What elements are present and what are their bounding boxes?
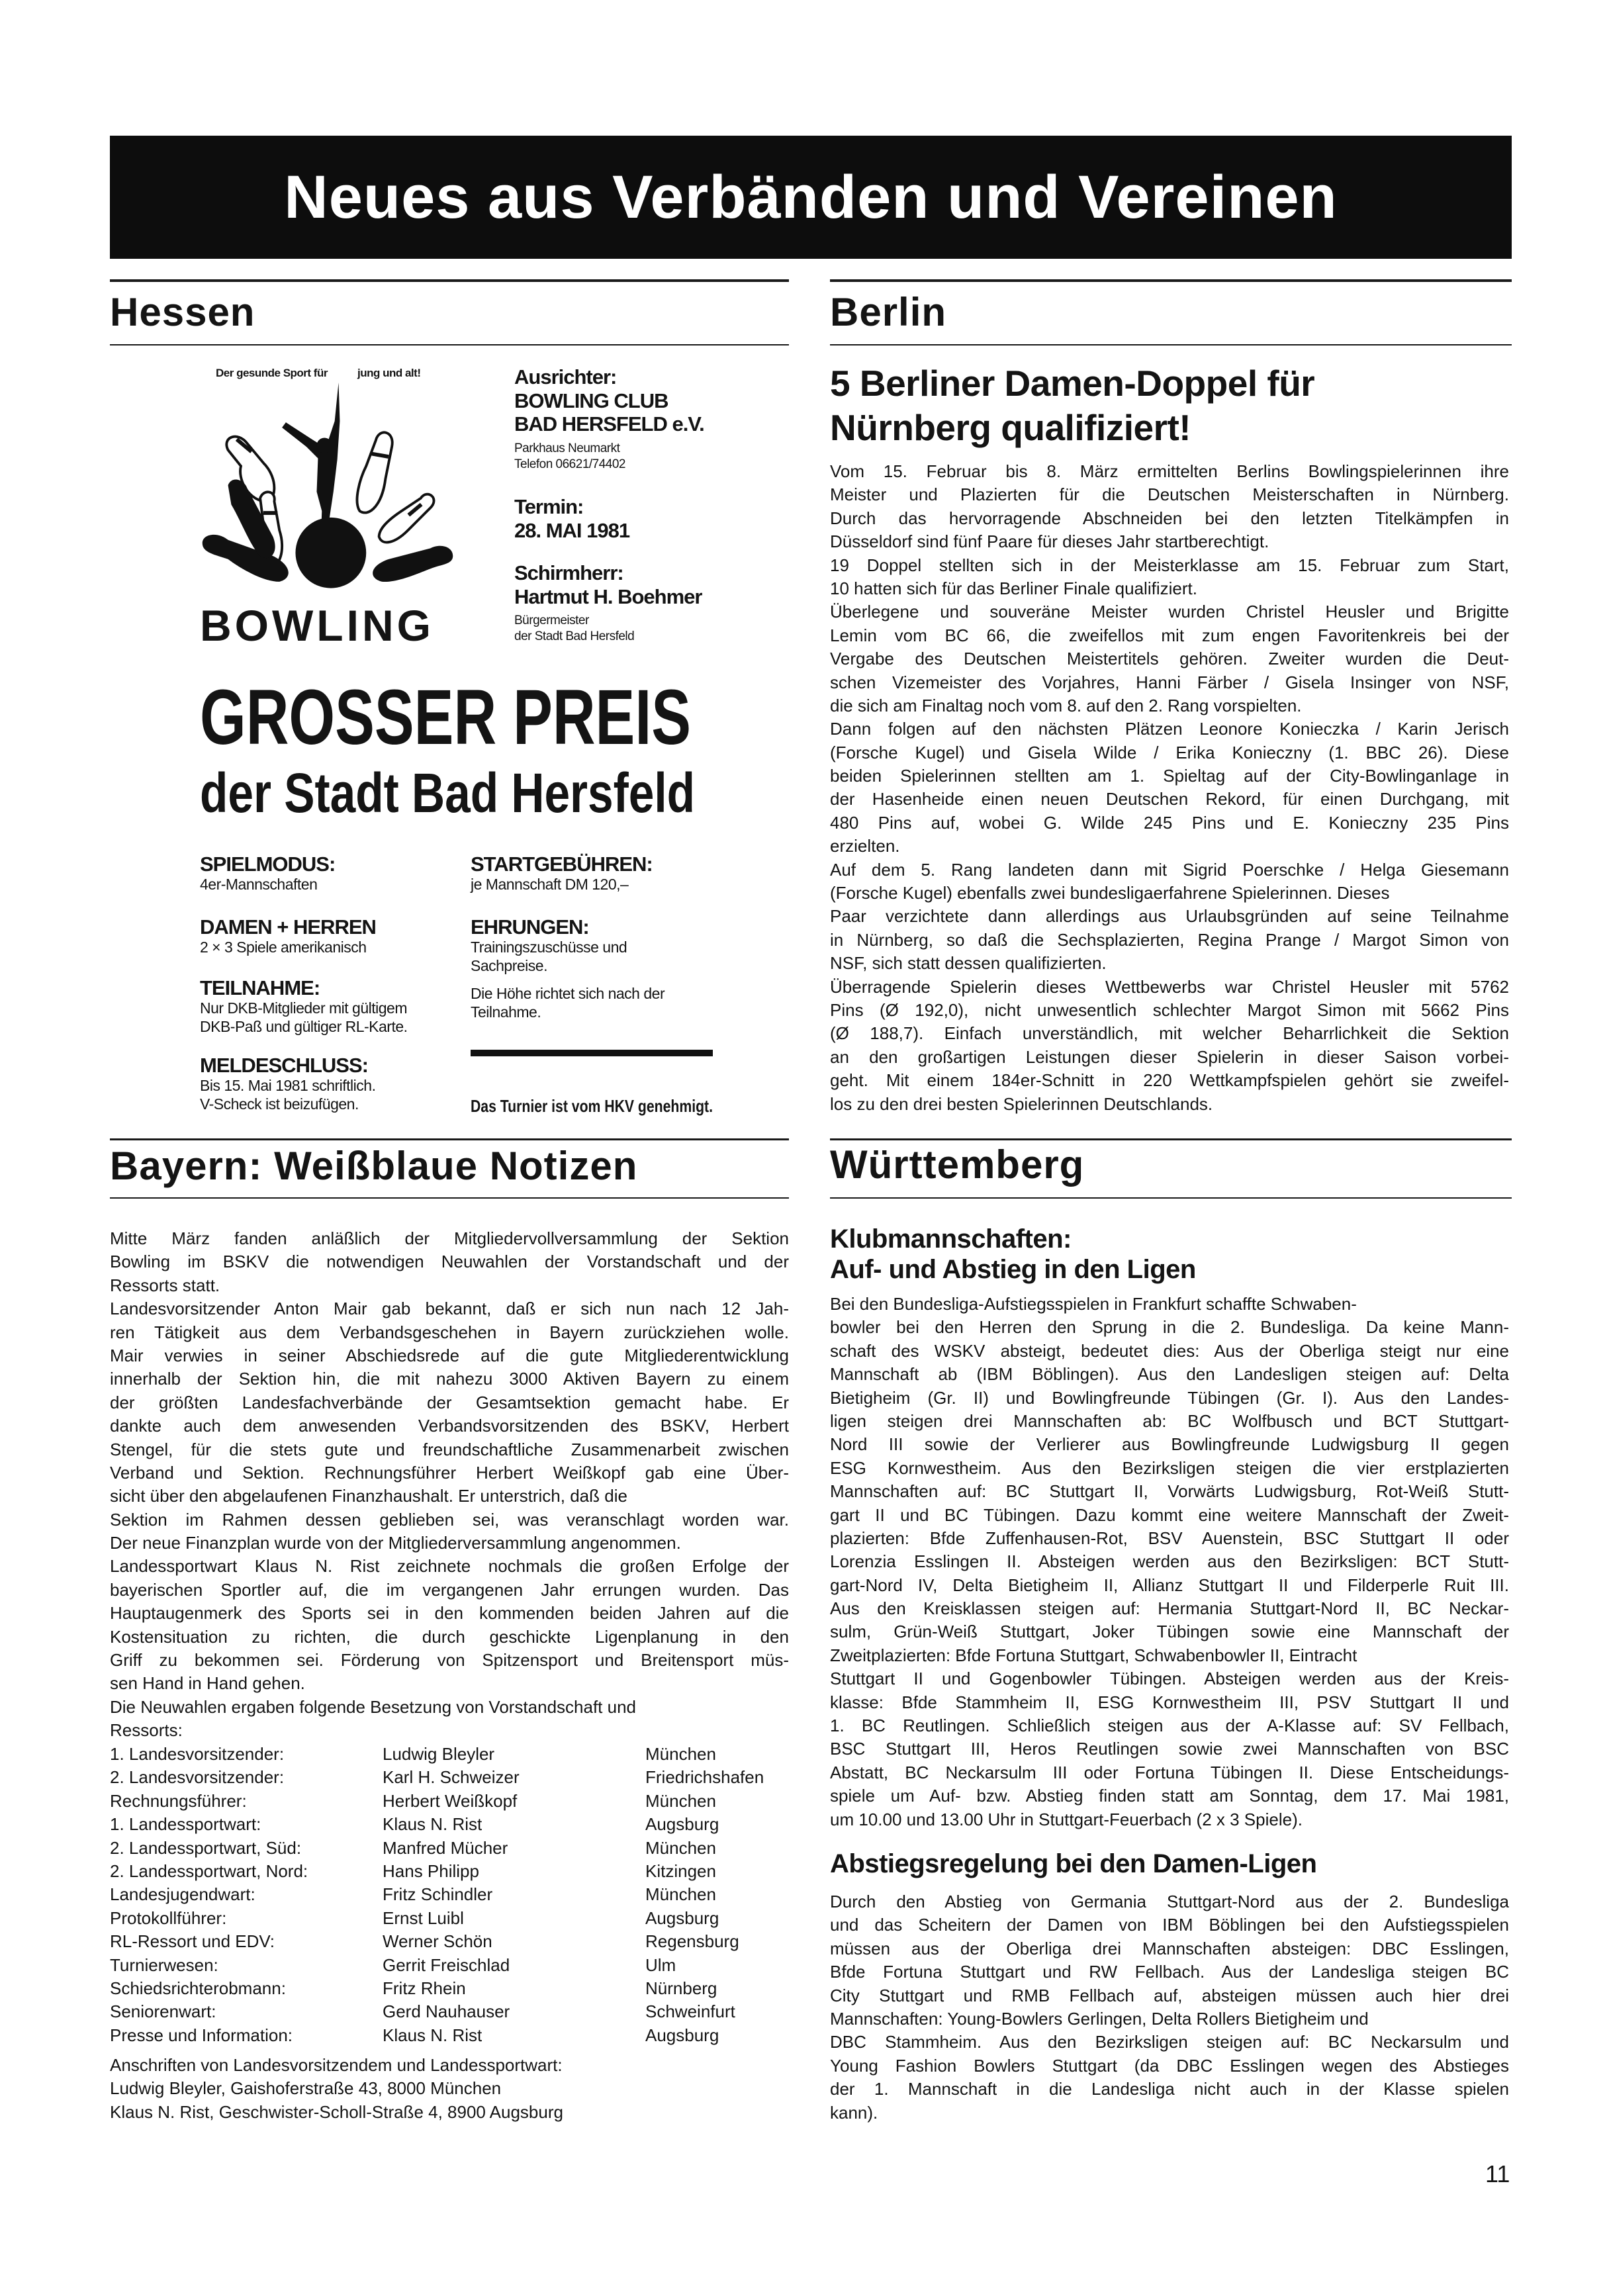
banner-title: Neues aus Verbänden und Vereinen [284, 163, 1338, 231]
cell-name: Klaus N. Rist [383, 1814, 482, 1835]
ad-meldeschluss: V-Scheck ist beizufügen. [200, 1095, 359, 1113]
text-line-content: bowler bei den Herren den Sprung in die 2. Bundesliga. Da keine Mann- [830, 1317, 1509, 1338]
text-line [830, 1691, 1509, 1714]
text-line-content: gart II und BC Tübingen. Dazu kommt eine weitere Mannschaft der Zweit- [830, 1504, 1509, 1525]
cell-city: Nürnberg [645, 1978, 717, 1998]
text-line-content: Kostensituation zu richten, die durch geschickte Ligenplanung in den [110, 1626, 789, 1647]
text-line [830, 2054, 1509, 2078]
text-line-content: Griff zu bekommen sei. Förderung von Spitzensport und Breitensport müs- [110, 1650, 789, 1671]
cell-city: Augsburg [645, 2025, 719, 2045]
text-line [830, 717, 1509, 741]
table-row [110, 1907, 789, 1930]
cell-role: Seniorenwart: [110, 2001, 216, 2022]
text-line-content: Auf dem 5. Rang landeten dann mit Sigrid Poerschke / Helga Giesemann [830, 859, 1509, 880]
ad-hoehe: Teilnahme. [471, 1003, 541, 1021]
berlin-article [830, 361, 1509, 450]
cell-city: Schweinfurt [645, 2001, 735, 2022]
text-line [110, 1508, 789, 1532]
ad-meldeschluss: Bis 15. Mai 1981 schriftlich. [200, 1077, 376, 1094]
ad-hoehe: Die Höhe richtet sich nach der [471, 985, 665, 1002]
text-line [830, 1890, 1509, 1913]
text-line-content: sulm, Grün-Weiß Stuttgart, Joker Tübingen sowie eine Mannschaft der [830, 1622, 1509, 1642]
text-line-content: ren Tätigkeit aus dem Verbandsgeschehen in Bayern zurückziehen wolle. [110, 1322, 789, 1342]
table-row [110, 1837, 789, 1860]
cell-role: Rechnungsführer: [110, 1790, 247, 1811]
cell-role: Protokollführer: [110, 1907, 227, 1928]
subheading-line: Klubmannschaften: [830, 1224, 1072, 1254]
text-line-content: dankte auch dem anwesenden Verbandsvorsitzenden des BSKV, Herbert [110, 1416, 789, 1436]
text-line-content: Zweitplazierten: Bfde Fortuna Stuttgart, Schwabenbowler II, Eintracht [830, 1645, 1357, 1665]
text-line [830, 1597, 1509, 1620]
text-line [830, 1574, 1509, 1597]
text-line-content: kann). [830, 2102, 878, 2123]
addresses [110, 2054, 789, 2124]
text-line [830, 1387, 1509, 1410]
wuerttemberg-body-2 [830, 1890, 1509, 2125]
text-line-content: Bei den Bundesliga-Aufstiegsspielen in Frankfurt schaffte Schwaben- [830, 1294, 1357, 1314]
wuerttemberg-body-1 [830, 1293, 1509, 1831]
ad-damen: 2 × 3 Spiele amerikanisch [200, 939, 367, 956]
text-line-content: schaft des WSKV absteigt, bedeutet dies: Aus der Oberliga steigt nur eine [830, 1340, 1509, 1361]
text-line [830, 929, 1509, 952]
ad-tagline-right: jung und alt! [357, 367, 421, 379]
section-heading-bayern: Bayern: Weißblaue Notizen [110, 1144, 638, 1188]
text-line-content: Nord III sowie der Verlierer aus Bowlingfreunde Ludwigsburg II gegen [830, 1434, 1509, 1455]
ad-damen-label: DAMEN + HERREN [200, 915, 376, 939]
text-line [830, 1960, 1509, 1984]
cell-name: Herbert Weißkopf [383, 1790, 518, 1811]
text-line-content: Düsseldorf sind fünf Paare für dieses Jahr startberechtigt. [830, 531, 1269, 552]
ad-termin: 28. MAI 1981 [514, 519, 630, 542]
cell-role: Schiedsrichterobmann: [110, 1978, 286, 1998]
article-title: Nürnberg qualifiziert! [830, 407, 1191, 448]
ad-schirmherr-title: Bürgermeister [514, 614, 589, 627]
text-line [830, 1293, 1509, 1316]
text-line [110, 1321, 789, 1344]
section-heading-hessen: Hessen [110, 290, 255, 334]
text-line-content: müssen aus der Oberliga drei Mannschaften absteigen: DBC Esslingen, [830, 1938, 1509, 1958]
text-line-content: plazierten: Bfde Zuffenhausen-Rot, BSV Auenstein, BSC Stuttgart II oder [830, 1528, 1509, 1548]
table-row [110, 1954, 789, 1977]
text-line-content: Lemin vom BC 66, die zweifellos mit zum engen Favoritenkreis bei der [830, 625, 1509, 645]
divider [830, 1138, 1512, 1140]
text-line-content: Stengel, für die stets gute und freundschaftliche Zusammenarbeit zwischen [110, 1439, 789, 1459]
cell-name: Karl H. Schweizer [383, 1767, 520, 1788]
cell-role: 2. Landesvorsitzender: [110, 1767, 285, 1788]
text-line [830, 1784, 1509, 1808]
text-line [830, 1550, 1509, 1573]
text-line [830, 1504, 1509, 1527]
text-line [830, 1937, 1509, 1960]
table-row [110, 1813, 789, 1836]
text-line-content: Hauptaugenmerk des Sports sei in den kommenden beiden Jahren auf die [110, 1603, 789, 1624]
cell-city: Regensburg [645, 1931, 739, 1952]
text-line-content: gart-Nord IV, Delta Bietigheim II, Allianz Stuttgart II und Filderperle Ruit III. [830, 1575, 1509, 1595]
text-line [830, 1093, 1509, 1116]
text-line-content: sicht über den abgelaufenen Finanzhaushalt. Er unterstrich, daß die [110, 1486, 627, 1506]
text-line [830, 554, 1509, 577]
ad-meldeschluss-label: MELDESCHLUSS: [200, 1054, 368, 1077]
text-line [830, 671, 1509, 694]
ad-ehrungen: Sachpreise. [471, 957, 547, 974]
cell-name: Ludwig Bleyler [383, 1744, 495, 1764]
text-line [830, 1340, 1509, 1363]
text-line [110, 1649, 789, 1672]
cell-name: Fritz Schindler [383, 1884, 493, 1905]
text-line [830, 764, 1509, 788]
cell-name: Gerd Nauhauser [383, 2001, 510, 2022]
divider [110, 344, 789, 345]
text-line [830, 882, 1509, 905]
cell-city: Augsburg [645, 1814, 719, 1835]
text-line [110, 1602, 789, 1625]
text-line-content: an den großartigen Leistungen dieser Spielerin in dieser Saison vorbei- [830, 1046, 1509, 1067]
article-title: 5 Berliner Damen-Doppel für [830, 363, 1315, 404]
text-line [830, 1714, 1509, 1737]
text-line [110, 1532, 789, 1555]
ad-logo-word: BOWLING [200, 601, 434, 650]
text-line [110, 1626, 789, 1649]
cell-city: Ulm [645, 1954, 676, 1975]
section-heading-wuerttemberg: Württemberg [830, 1142, 1085, 1187]
cell-role: 1. Landesvorsitzender: [110, 1744, 285, 1764]
text-line [110, 1719, 789, 1742]
text-line-content: ESG Kornwestheim. Aus den Bezirksligen steigen die vier erstplazierten [830, 1457, 1509, 1478]
text-line [830, 1667, 1509, 1690]
text-line-content: Meister und Plazierten für die Deutschen Meisterschaften in Nürnberg. [830, 484, 1509, 505]
text-line-content: DBC Stammheim. Aus den Bezirksligen steigen auf: BC Neckarsulm und [830, 2032, 1509, 2052]
subheading-line: Auf- und Abstieg in den Ligen [830, 1255, 1196, 1284]
text-line [830, 1363, 1509, 1386]
text-line [110, 1250, 789, 1273]
text-line [830, 530, 1509, 553]
cell-city: München [645, 1790, 716, 1811]
page-number: 11 [1485, 2160, 1510, 2187]
ad-startgebuehren-label: STARTGEBÜHREN: [471, 852, 653, 876]
text-line [110, 1438, 789, 1461]
ad-teilnahme: DKB-Paß und gültiger RL-Karte. [200, 1018, 408, 1035]
text-line-content: Stuttgart II und Gogenbowler Tübingen. Absteigen werden aus der Kreis- [830, 1669, 1509, 1689]
text-line-content: NSF, sich statt dessen qualifizierten. [830, 953, 1107, 974]
text-line-content: Mitte März fanden anläßlich der Mitgliedervollversammlung der Sektion [110, 1228, 789, 1248]
ad-tagline-left: Der gesunde Sport für [216, 367, 328, 379]
text-line [830, 1457, 1509, 1480]
divider [110, 1138, 789, 1140]
text-line-content: Die Neuwahlen ergaben folgende Besetzung von Vorstandschaft und [110, 1696, 637, 1717]
text-line [830, 2078, 1509, 2101]
table-row [110, 1883, 789, 1906]
text-line-content: 480 Pins auf, wobei G. Wilde 245 Pins und E. Konieczny 235 Pins [830, 812, 1509, 833]
text-line [110, 1696, 789, 1719]
text-line [830, 1527, 1509, 1550]
text-line-content: Dann folgen auf den nächsten Plätzen Leonore Konieczka / Karin Jerisch [830, 719, 1509, 739]
ad-termin-label: Termin: [514, 495, 584, 518]
cell-name: Ernst Luibl [383, 1907, 464, 1928]
text-line [110, 1274, 789, 1297]
ad-ehrungen-label: EHRUNGEN: [471, 915, 589, 939]
cell-name: Werner Schön [383, 1931, 492, 1952]
text-line-content: in Nürnberg, so daß die Sechsplazierten, Regina Prange / Margot Simon von [830, 929, 1509, 950]
bayern-body [110, 1227, 789, 1743]
text-line-content: spiele um Auf- bzw. Abstieg finden statt am Sonntag, dem 17. Mai 1981, [830, 1786, 1509, 1806]
text-line [830, 577, 1509, 600]
text-line [110, 1227, 789, 1250]
address-line [110, 2077, 789, 2100]
ad-schirmherr-label: Schirmherr: [514, 561, 623, 584]
cell-role: Landesjugendwart: [110, 1884, 255, 1905]
text-line [830, 1316, 1509, 1339]
table-row [110, 1790, 789, 1813]
text-line-content: Vom 15. Februar bis 8. März ermittelten Berlins Bowlingspielerinnen ihre [830, 461, 1509, 481]
divider [830, 279, 1512, 282]
text-line-content: Überragende Spielerin dieses Wettbewerbs war Christel Heusler mit 5762 [830, 976, 1509, 997]
text-line [830, 600, 1509, 623]
text-line [830, 858, 1509, 882]
text-line [830, 2031, 1509, 2054]
text-line-content: bayerischen Sportler auf, die im vergangenen Jahr errungen wurden. Das [110, 1579, 789, 1600]
text-line [110, 1461, 789, 1485]
text-line [830, 811, 1509, 835]
text-line-content: beiden Spielerinnen stellten am 1. Spieltag auf der City-Bowlinganlage in [830, 766, 1509, 786]
cell-name: Fritz Rhein [383, 1978, 466, 1998]
text-line [110, 1297, 789, 1320]
table-row [110, 2024, 789, 2047]
ad-teilnahme: Nur DKB-Mitglieder mit gültigem [200, 999, 407, 1017]
ad-ausrichter-name: BOWLING CLUB [514, 389, 668, 412]
text-line [110, 1672, 789, 1695]
text-line [830, 2007, 1509, 2031]
text-line [830, 1433, 1509, 1456]
text-line-content: 1. BC Reutlingen. Schließlich steigen aus der A-Klasse auf: SV Fellbach, [830, 1716, 1509, 1736]
table-row [110, 1860, 789, 1883]
ad-note: Das Turnier ist vom HKV genehmigt. [471, 1096, 713, 1116]
ad-teilnahme-label: TEILNAHME: [200, 976, 320, 999]
text-line [830, 1046, 1509, 1069]
address-text: Klaus N. Rist, Geschwister-Scholl-Straße 4, 8900 Augsburg [110, 2101, 563, 2122]
text-line [830, 1069, 1509, 1092]
text-line-content: der Hasenheide einen neuen Deutschen Rekord, für einen Durchgang, mit [830, 789, 1509, 809]
text-line-content: Lorenzia Esslingen II. Absteigen werden aus den Bezirksligen: BCT Stutt- [830, 1551, 1509, 1572]
text-line [830, 1808, 1509, 1831]
text-line [830, 999, 1509, 1022]
text-line [110, 1555, 789, 1578]
text-line [110, 1391, 789, 1414]
cell-name: Gerrit Freischlad [383, 1954, 510, 1975]
text-line-content: Pins (Ø 192,0), nicht unwesentlich schlechter Margot Simon mit 5662 Pins [830, 999, 1509, 1020]
address-text: Ludwig Bleyler, Gaishoferstraße 43, 8000 München [110, 2078, 502, 2099]
text-line-content: 19 Doppel stellten sich in der Meisterklasse am 15. Februar zum Start, [830, 555, 1509, 575]
text-line [830, 624, 1509, 647]
cell-city: München [645, 1884, 716, 1905]
ad-ausrichter-name: BAD HERSFELD e.V. [514, 412, 704, 436]
ad-phone: Telefon 06621/74402 [514, 457, 625, 471]
cell-city: München [645, 1837, 716, 1858]
table-row [110, 1977, 789, 2000]
text-line [830, 976, 1509, 999]
text-line-content: Bfde Fortuna Stuttgart und RW Fellbach. Aus der Landesliga steigen BC [830, 1962, 1509, 1982]
text-line [830, 1620, 1509, 1643]
divider [110, 279, 789, 282]
text-line-content: Landessportwart Klaus N. Rist zeichnete nochmals die großen Erfolge der [110, 1556, 789, 1577]
text-line [110, 1344, 789, 1367]
text-line [830, 741, 1509, 764]
ad-spielmodus-label: SPIELMODUS: [200, 852, 336, 876]
divider [830, 344, 1512, 345]
text-line [830, 483, 1509, 506]
text-line-content: City Stuttgart und RMB Fellbach auf, absteigen müssen auch hier drei [830, 1985, 1509, 2005]
text-line-content: Mair verwies in seiner Abschiedsrede auf die gute Mitgliederentwicklung [110, 1345, 789, 1365]
text-line [830, 647, 1509, 670]
cell-role: 2. Landessportwart, Süd: [110, 1837, 302, 1858]
ad-address: Parkhaus Neumarkt [514, 441, 620, 455]
text-line-content: (Forsche Kugel) ebenfalls zwei bundesligaerfahrene Spielerinnen. Dieses [830, 883, 1390, 903]
text-line [830, 1737, 1509, 1761]
text-line [830, 788, 1509, 811]
cell-role: Turnierwesen: [110, 1954, 218, 1975]
section-banner [110, 136, 1512, 259]
cell-city: Friedrichshafen [645, 1767, 764, 1788]
text-line-content: Mannschaften: Young-Bowlers Gerlingen, Delta Rollers Bietigheim und [830, 2008, 1369, 2029]
cell-city: München [645, 1744, 716, 1764]
addresses-heading-text: Anschriften von Landesvorsitzendem und Landessportwart: [110, 2055, 563, 2075]
text-line-content: die sich am Finaltag noch vom 8. auf den 2. Rang vorspielten. [830, 695, 1302, 715]
ad-schirmherr: Hartmut H. Boehmer [514, 585, 702, 608]
cell-name: Hans Philipp [383, 1860, 479, 1881]
text-line-content: Verband und Sektion. Rechnungsführer Herbert Weißkopf gab eine Über- [110, 1462, 789, 1483]
wuerttemberg-subheading-2: Abstiegsregelung bei den Damen-Ligen [830, 1849, 1317, 1878]
text-line-content: Landesvorsitzender Anton Mair gab bekannt, daß er sich nun nach 12 Jah- [110, 1299, 789, 1319]
text-line-content: los zu den drei besten Spielerinnen Deutschlands. [830, 1093, 1213, 1114]
address-line [110, 2101, 789, 2124]
text-line-content: Aus den Kreisklassen steigen auf: Hermania Stuttgart-Nord II, BC Neckar- [830, 1598, 1509, 1619]
cell-city: Augsburg [645, 1907, 719, 1928]
text-line-content: Überlegene und souveräne Meister wurden Christel Heusler und Brigitte [830, 602, 1509, 622]
cell-role: RL-Ressort und EDV: [110, 1931, 275, 1952]
table-row [110, 1743, 789, 1766]
text-line-content: Ressorts statt. [110, 1275, 220, 1295]
text-line-content: schen Vizemeister des Vorjahres, Hanni Färber / Gisela Insinger von NSF, [830, 672, 1509, 692]
text-line-content: innerhalb der Sektion hin, die mit nahezu 3000 Aktiven Bayern zu einem [110, 1369, 789, 1389]
text-line-content: Bietigheim (Gr. II) und Bowlingfreunde Tübingen (Gr. I). Aus den Landes- [830, 1387, 1509, 1408]
text-line-content: und das Scheitern der Damen von IBM Böblingen bei den Aufstiegsspielen [830, 1915, 1509, 1935]
cell-name: Klaus N. Rist [383, 2025, 482, 2045]
text-line [830, 905, 1509, 928]
text-line-content: Paar verzichtete dann allerdings aus Urlaubsgründen auf seine Teilnahme [830, 906, 1509, 927]
officials-table [110, 1743, 789, 2047]
text-line [830, 1480, 1509, 1503]
text-line [110, 1579, 789, 1602]
text-line [830, 1913, 1509, 1937]
text-line-content: BSC Stuttgart III, Heros Reutlingen sowie zwei Mannschaften von BSC [830, 1739, 1509, 1759]
text-line-content: Sektion im Rahmen dessen geblieben sei, was veranschlagt worden war. [110, 1509, 789, 1530]
ad-startgebuehren: je Mannschaft DM 120,– [471, 876, 629, 893]
cell-role: 2. Landessportwart, Nord: [110, 1860, 308, 1881]
ad-ehrungen: Trainingszuschüsse und [471, 939, 627, 956]
text-line-content: Durch das hervorragende Abschneiden bei den letzten Titelkämpfen in [830, 508, 1509, 528]
text-line [830, 507, 1509, 530]
text-line-content: Young Fashion Bowlers Stuttgart (da DBC Esslingen wegen des Abstieges [830, 2055, 1509, 2076]
addresses-heading [110, 2054, 789, 2077]
text-line [830, 460, 1509, 483]
text-line [830, 1761, 1509, 1784]
ad-ausrichter-label: Ausrichter: [514, 365, 617, 389]
table-row [110, 1766, 789, 1789]
text-line-content: Bowling im BSKV die notwendigen Neuwahlen der Vorstandschaft und der [110, 1252, 789, 1272]
text-line [830, 694, 1509, 717]
ad-subtitle: der Stadt Bad Hersfeld [200, 762, 695, 824]
cell-name: Manfred Mücher [383, 1837, 508, 1858]
text-line-content: Der neue Finanzplan wurde von der Mitgliederversammlung angenommen. [110, 1533, 681, 1553]
text-line-content: Abstatt, BC Neckarsulm III oder Fortuna Tübingen II. Diese Entscheidungs- [830, 1762, 1509, 1782]
text-line-content: sen Hand in Hand gehen. [110, 1673, 305, 1694]
text-line [110, 1414, 789, 1438]
text-line [830, 1022, 1509, 1045]
ad-schirmherr-title: der Stadt Bad Hersfeld [514, 629, 635, 643]
text-line-content: Mannschaften auf: BC Stuttgart II, Vorwärts Ludwigsburg, Rot-Weiß Stutt- [830, 1481, 1509, 1502]
text-line-content: um 10.00 und 13.00 Uhr in Stuttgart-Feuerbach (2 x 3 Spiele). [830, 1809, 1303, 1829]
table-row [110, 1930, 789, 1953]
text-line-content: (Ø 188,7). Einfach unverständlich, mit welcher Beharrlichkeit die Sektion [830, 1023, 1509, 1044]
text-line-content: (Forsche Kugel) und Gisela Wilde / Erika Konieczny (1. BBC 26). Diese [830, 742, 1509, 762]
divider [110, 1197, 789, 1199]
ad-black-bar [471, 1050, 713, 1056]
wuerttemberg-subheading [830, 1224, 1509, 1285]
text-line [110, 1485, 789, 1508]
text-line-content: 10 hatten sich für das Berliner Finale qualifiziert. [830, 578, 1197, 598]
text-line [830, 1644, 1509, 1667]
text-line-content: Ressorts: [110, 1720, 183, 1741]
text-line [830, 1984, 1509, 2007]
ad-spielmodus: 4er-Mannschaften [200, 876, 318, 893]
text-line [830, 835, 1509, 858]
cell-role: Presse und Information: [110, 2025, 293, 2045]
section-heading-berlin: Berlin [830, 290, 947, 334]
divider [830, 1197, 1512, 1199]
text-line-content: erzielten. [830, 836, 900, 856]
text-line-content: geht. Mit einem 184er-Schnitt in 220 Wettkampfspielen gehört sie zweifel- [830, 1070, 1509, 1091]
table-row [110, 2000, 789, 2023]
text-line [830, 952, 1509, 975]
bowling-logo-icon [199, 383, 457, 601]
ad-title: GROSSER PREIS [200, 674, 691, 761]
cell-city: Kitzingen [645, 1860, 716, 1881]
text-line-content: Vergabe des Deutschen Meistertitels gehören. Zweiter wurden die Deut- [830, 649, 1509, 669]
text-line [830, 1410, 1509, 1433]
text-line [830, 2101, 1509, 2125]
text-line-content: ligen steigen drei Mannschaften ab: BC Wolfbusch und BCT Stuttgart- [830, 1410, 1509, 1431]
text-line-content: der 1. Mannschaft in die Landesliga nicht auch in der Klasse spielen [830, 2079, 1509, 2099]
text-line-content: klasse: Bfde Stammheim II, ESG Kornwestheim III, PSV Stuttgart II und [830, 1692, 1509, 1712]
text-line-content: Mannschaft ab (IBM Böblingen). Aus den Landesligen steigen auf: Delta [830, 1364, 1509, 1385]
text-line-content: Durch den Abstieg von Germania Stuttgart-Nord aus der 2. Bundesliga [830, 1892, 1509, 1911]
text-line-content: der größten Landesfachverbände der Gesamtsektion gemacht habe. Er [110, 1392, 789, 1412]
cell-role: 1. Landessportwart: [110, 1814, 261, 1835]
text-line [110, 1367, 789, 1391]
berlin-body [830, 460, 1509, 1116]
